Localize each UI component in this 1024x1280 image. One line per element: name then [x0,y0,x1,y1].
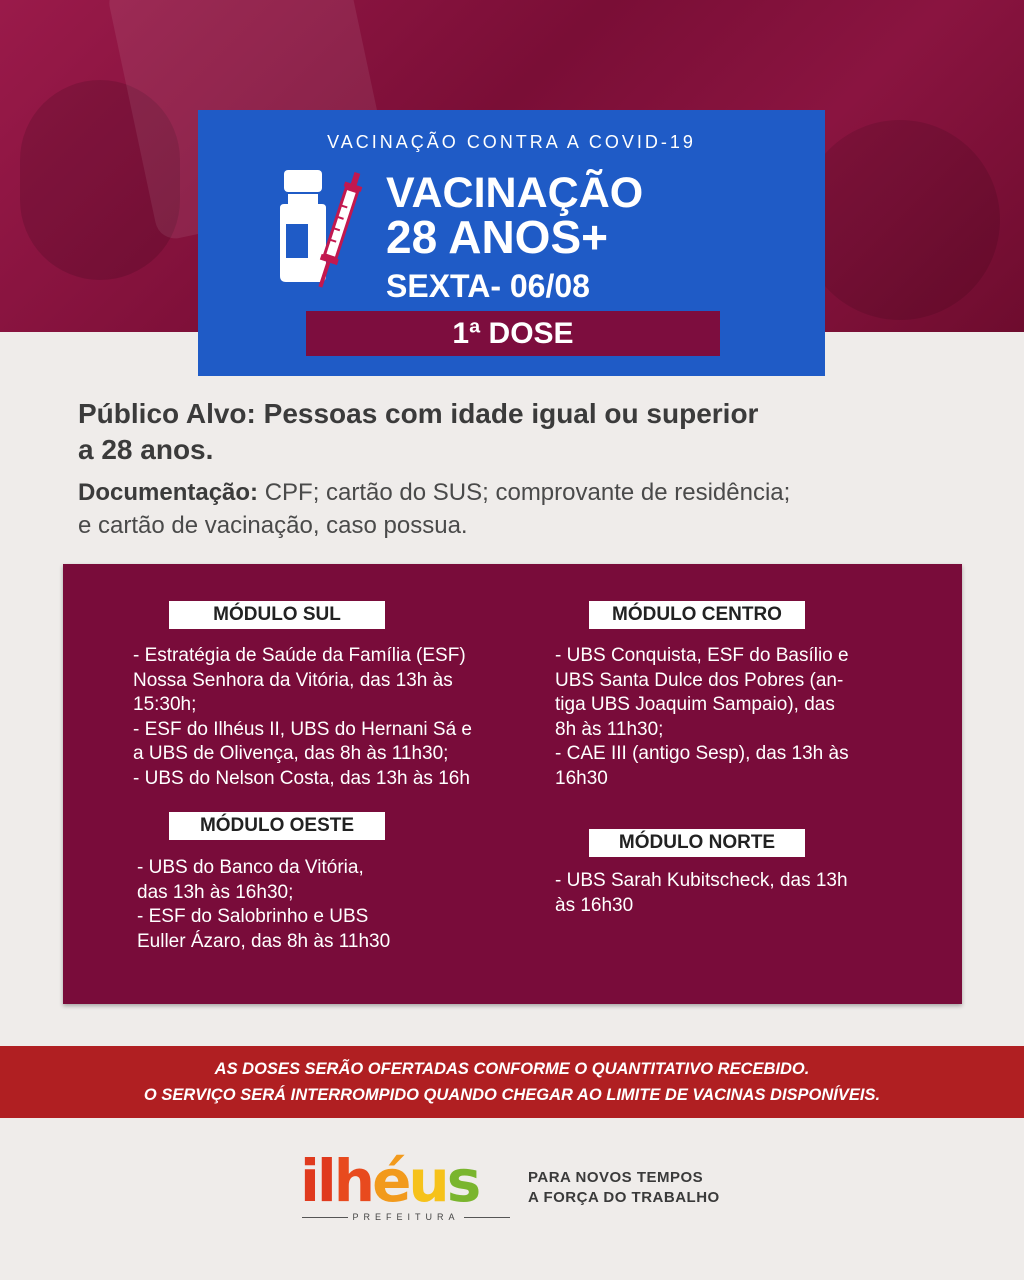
logo-wordmark: ilhéus [300,1147,479,1215]
module-text-centro [555,644,849,791]
module-label-centro: MÓDULO CENTRO [589,601,805,629]
module-line: - CAE III (antigo Sesp), das 13h às [555,743,849,764]
notice-line: AS DOSES SERÃO OFERTADAS CONFORME O QUANTITATIVO RECEBIDO. [214,1060,810,1078]
intro-section [78,396,958,542]
dose-badge: 1ª DOSE [306,311,720,356]
module-line: a UBS de Olivença, das 8h às 11h30; [133,743,449,764]
header-title-line1: VACINAÇÃO [386,169,644,217]
header-subtitle: VACINAÇÃO CONTRA A COVID-19 [327,132,696,152]
module-line: - UBS do Banco da Vitória, [137,857,364,878]
module-line: - UBS Conquista, ESF do Basílio e [555,645,849,666]
documentacao [78,476,958,542]
header-title-line2: 28 ANOS+ [386,211,609,263]
prefeitura-logo [300,1148,512,1228]
background-shape [800,120,1000,320]
slogan-line: A FORÇA DO TRABALHO [528,1189,720,1206]
module-line: às 16h30 [555,894,634,916]
module-line: das 13h às 16h30; [137,881,294,903]
module-label-oeste: MÓDULO OESTE [169,812,385,840]
header-box [198,110,825,376]
module-text-norte [555,869,848,918]
doc-label: Documentação: [78,479,259,506]
module-line: 8h às 11h30; [555,718,664,740]
module-line: - ESF do Ilhéus II, UBS do Hernani Sá e [133,718,473,740]
notice-line: O SERVIÇO SERÁ INTERROMPIDO QUANDO CHEGAR AO LIMITE DE VACINAS DISPONÍVEIS. [143,1086,881,1104]
publico-alvo [78,396,958,468]
publico-line: a 28 anos. [78,434,214,465]
module-line: 15:30h; [133,694,197,715]
header-date: SEXTA- 06/08 [386,268,590,304]
module-line: Nossa Senhora da Vitória, das 13h às [133,669,453,691]
module-label-sul: MÓDULO SUL [169,601,385,629]
module-line: - UBS do Nelson Costa, das 13h às 16h [133,767,470,789]
module-line: UBS Santa Dulce dos Pobres (an- [555,669,844,691]
publico-line: Público Alvo: Pessoas com idade igual ou superior [78,398,759,429]
slogan-line: PARA NOVOS TEMPOS [528,1169,704,1186]
notice-banner [0,1046,1024,1118]
module-label-norte: MÓDULO NORTE [589,829,805,857]
module-line: tiga UBS Joaquim Sampaio), das [555,694,835,715]
module-line: - ESF do Salobrinho e UBS [137,906,369,927]
module-text-oeste [137,856,390,954]
vaccine-vial-icon [276,166,366,298]
module-line: Euller Ázaro, das 8h às 11h30 [137,930,391,952]
module-line: 16h30 [555,767,608,789]
slogan [528,1168,720,1208]
doc-text: CPF; cartão do SUS; comprovante de residência; [258,479,791,506]
modules-panel [63,564,962,1004]
module-line: - UBS Sarah Kubitscheck, das 13h [555,870,848,891]
logo-subtitle: PREFEITURA [352,1212,460,1222]
module-line: - Estratégia de Saúde da Família (ESF) [133,645,466,666]
module-text-sul [133,644,472,791]
doc-text: e cartão de vacinação, caso possua. [78,512,468,539]
